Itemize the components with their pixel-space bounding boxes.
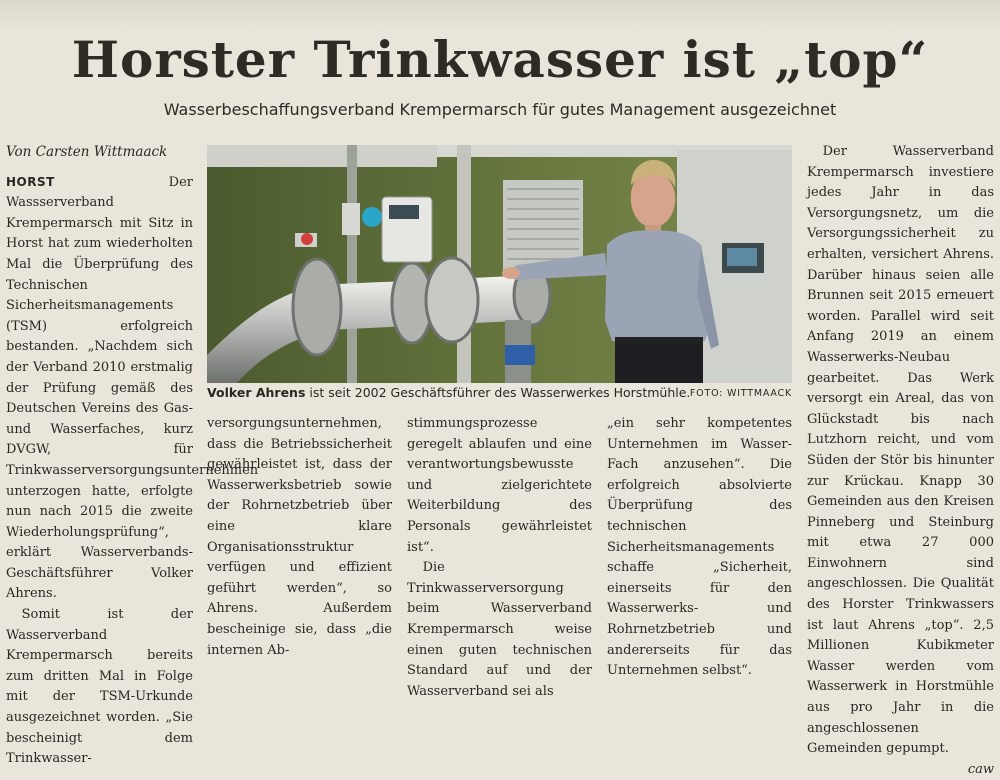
paragraph: stimmungsprozesse geregelt ablaufen und eine verantwortungsbewusste und zielgerichtete Weiterbildung des Personals gewährleistet ist“. [407,416,592,555]
headline: Horster Trinkwasser ist „top“ [71,30,929,89]
photo-caption [207,385,792,407]
paragraph: versorgungsunternehmen, dass die Betriebssicherheit gewährleistet ist, dass der Wasserwerksbetrieb sowie der Rohrnetzbetrieb über eine klare Organisationsstruktur verfügen und effizient geführt werden“, so Ahrens. Außerdem bescheinige sie, dass „die internen Ab- [207,416,392,658]
previous-article-bleed [0,0,1000,30]
article-column-2 [207,414,392,661]
caption-text: ist seit 2002 Geschäftsführer des Wasserwerkes Horstmühle. [305,385,691,400]
article-column-4 [607,414,792,682]
article-column-5 [807,142,994,780]
photo-water-pipes-and-man [207,145,792,383]
photo-credit: FOTO: WITTMAACK [689,388,792,399]
byline: Von Carsten Wittmaack [6,144,168,160]
article-photo [207,145,792,383]
paragraph: Die Trinkwasserversorgung beim Wasserverband Krempermarsch weise einen guten technischen Standard auf und der Wasserverband sei als [407,560,592,699]
article-column-3 [407,414,592,702]
caption-person-name: Volker Ahrens [207,385,306,400]
author-signature: caw [967,761,994,777]
dateline: HORST [6,174,55,189]
paragraph-text: Der Wassserverband Krempermarsch mit Sitz in Horst hat zum wiederholten Mal die Überprüfung des Technischen Sicherheitsmanagements (TSM) erfolgreich bestanden. „Nachdem sich der Verband 2010 erstmalig der Prüfung gemäß des Deutschen Vereins des Gas- und Wasserfaches, kurz DVGW, für Trinkwasserversorgungsunternehmen unterzogen hatte, erfolgte nun nach 2015 die zweite Wiederholungsprüfung“, erklärt Wasserverbands-Geschäftsführer Volker Ahrens. [6,174,259,602]
subheadline: Wasserbeschaffungsverband Krempermarsch für gutes Management ausgezeichnet [163,100,837,119]
paragraph: Der Wasserverband Krempermarsch investiere jedes Jahr in das Versorgungsnetz, um die Versorgungssicherheit zu erhalten, versichert Ahrens. Darüber hinaus seien alle Brunnen seit 2015 erneuert worden. Parallel wird seit Anfang 2019 an einem Wasserwerks-Neubau gearbeitet. Das Werk versorgt ein Areal, das von Glückstadt bis nach Lutzhorn reicht, und vom Süden der Stör bis hinunter zur Krückau. Knapp 30 Gemeinden aus den Kreisen Pinneberg und Steinburg mit etwa 27 000 Einwohnern sind angeschlossen. Die Qualität des Horster Trinkwassers ist laut Ahrens „top“. 2,5 Millionen Kubikmeter Wasser werden vom Wasserwerk in Horstmühle aus pro Jahr in die angeschlossenen Gemeinden gepumpt. [807,144,994,757]
paragraph [6,172,259,605]
paragraph: Somit ist der Wasserverband Krempermarsch bereits zum dritten Mal in Folge mit der TSM-Urkunde ausgezeichnet worden. „Sie bescheinigt dem Trinkwasser- [6,607,193,767]
paragraph: „ein sehr kompetentes Unternehmen im Wasser-Fach anzusehen“. Die erfolgreich absolvierte Überprüfung des technischen Sicherheitsmanagements schaffe „Sicherheit, einerseits für den Wasserwerks- und Rohrnetzbetrieb und andererseits für das Unternehmen selbst“. [607,416,792,679]
article-column-1 [6,142,259,770]
